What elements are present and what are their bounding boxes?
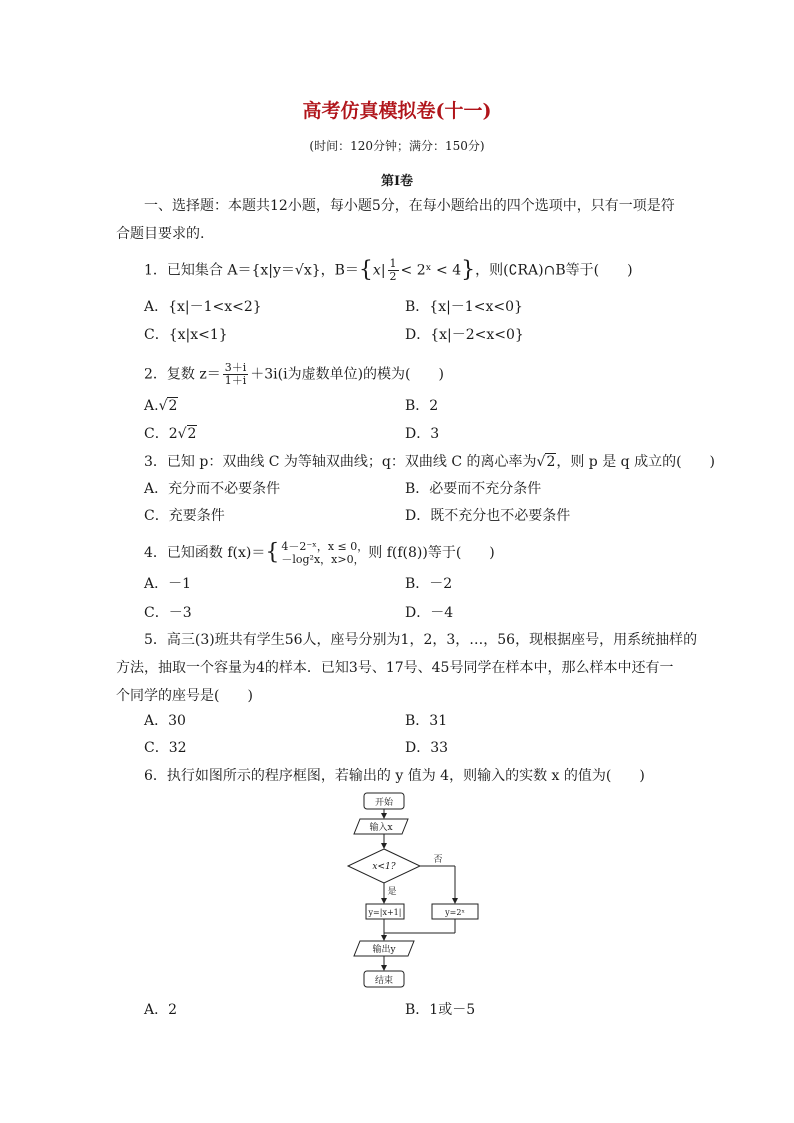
flow-input-label: 输入x [369,823,393,833]
q2-c-label: C．2 [144,426,178,442]
q2-frac-num: 3＋i [224,361,247,374]
q3-text-b: ，则 p 是 q 成立的( ) [556,454,716,470]
q4-prefix: 4．已知函数 f(x)＝ [144,545,266,561]
q2-prefix: 2．复数 z＝ [144,366,221,383]
q1-set-b-rest: < 2ˣ < 4 [400,262,462,279]
q2-c-radicand: 2 [187,426,197,442]
q3-option-d[interactable]: D．既不充分也不必要条件 [405,508,571,524]
q1-option-d[interactable]: D．{x|－2<x<0} [405,327,524,343]
section-heading: 第Ⅰ卷 [380,174,414,189]
q1-brace-close: } [461,257,476,283]
q4-brace: { [265,540,280,565]
q4-case-2: －log²x，x>0， [281,553,365,566]
q4-option-d[interactable]: D．－4 [405,605,454,621]
q5-option-a[interactable]: A．30 [144,713,186,729]
question-6: 6．执行如图所示的程序框图，若输出的 y 值为 4，则输入的实数 x 的值为( ) [144,768,645,784]
q2-a-radicand: 2 [168,398,178,414]
flow-right-box-label: y=2ˣ [445,908,465,917]
q3-option-a[interactable]: A．充分而不必要条件 [144,481,281,497]
flow-yes-label: 是 [387,887,397,897]
flow-left-box-label: y=|x+1| [368,908,402,917]
q2-frac-den: 1＋i [224,374,247,387]
q5-line-1: 5．高三(3)班共有学生56人，座号分别为1，2，3，…，56，现根据座号，用系统抽样的 [144,632,698,648]
question-1: 1．已知集合 A＝{x|y＝√x}，B＝{x| $\frac{1}{2}$ < 2ˣ < 4}，则(∁RA)∩B等于( ) [144,257,633,283]
q2-suffix: ＋3i(i为虚数单位)的模为( ) [250,366,444,383]
q2-option-a[interactable]: A.√2 [144,398,178,414]
q3-option-b[interactable]: B．必要而不充分条件 [405,481,542,497]
q1-suffix: ，则(∁RA)∩B等于( ) [475,262,633,279]
flow-output-label: 输出y [372,945,396,955]
q2-option-d[interactable]: D．3 [405,426,440,442]
flow-end-label: 结束 [374,976,394,986]
exam-subtitle: (时间：120分钟；满分：150分) [309,139,485,153]
q1-frac-den: 2 [389,270,397,283]
question-2 [144,362,444,387]
intro-line-1: 一、选择题：本题共12小题，每小题5分，在每小题给出的四个选项中，只有一项是符 [144,198,675,214]
q6-option-b[interactable]: B．1或－5 [405,1002,476,1018]
q2-a-label: A. [144,398,159,414]
q1-option-c[interactable]: C．{x|x<1} [144,327,228,343]
q2-fraction [223,362,249,387]
flow-no-label: 否 [433,855,443,865]
q3-radicand: 2 [546,454,556,470]
q5-option-c[interactable]: C．32 [144,740,187,756]
q1-option-a[interactable]: A．{x|－1<x<2} [144,299,262,315]
q1-brace-open: { [358,257,373,283]
q5-line-2: 方法，抽取一个容量为4的样本．已知3号、17号、45号同学在样本中，那么样本中还有一 [116,660,674,676]
q1-set-b-start: B＝ [334,262,359,279]
q1-set-b-var: x [372,262,381,279]
q4-suffix: 则 f(f(8))等于( ) [368,545,495,561]
intro-line-2: 合题目要求的. [116,226,205,242]
q6-option-a[interactable]: A．2 [144,1002,178,1018]
q1-fraction [388,258,399,283]
q1-frac-num: 1 [389,257,397,270]
q5-option-d[interactable]: D．33 [405,740,449,756]
q1-option-b[interactable]: B．{x|－1<x<0} [405,299,523,315]
q4-piecewise [281,540,368,566]
q2-option-b[interactable]: B．2 [405,398,439,414]
q2-option-c[interactable]: C．2√2 [144,426,197,442]
question-3: 3．已知 p：双曲线 C 为等轴双曲线；q：双曲线 C 的离心率为√2，则 p 是 q 成立的( ) [144,454,716,470]
q3-text-a: 3．已知 p：双曲线 C 为等轴双曲线；q：双曲线 C 的离心率为 [144,454,537,470]
q4-option-a[interactable]: A．－1 [144,576,192,592]
q3-option-c[interactable]: C．充要条件 [144,508,225,524]
flow-condition-label: x<1? [372,862,396,872]
q1-set-a: A＝{x|y＝√x}， [227,262,335,279]
q1-prefix: 1．已知集合 [144,262,228,279]
q4-option-c[interactable]: C．－3 [144,605,192,621]
q5-line-3: 个同学的座号是( ) [116,688,253,704]
exam-title: 高考仿真模拟卷(十一) [302,100,492,122]
q4-option-b[interactable]: B．－2 [405,576,453,592]
flow-start-label: 开始 [374,798,394,808]
flowchart [340,788,480,996]
q4-case-1: 4－2⁻ˣ，x ≤ 0， [281,540,369,553]
q5-option-b[interactable]: B．31 [405,713,448,729]
question-4 [144,540,495,566]
